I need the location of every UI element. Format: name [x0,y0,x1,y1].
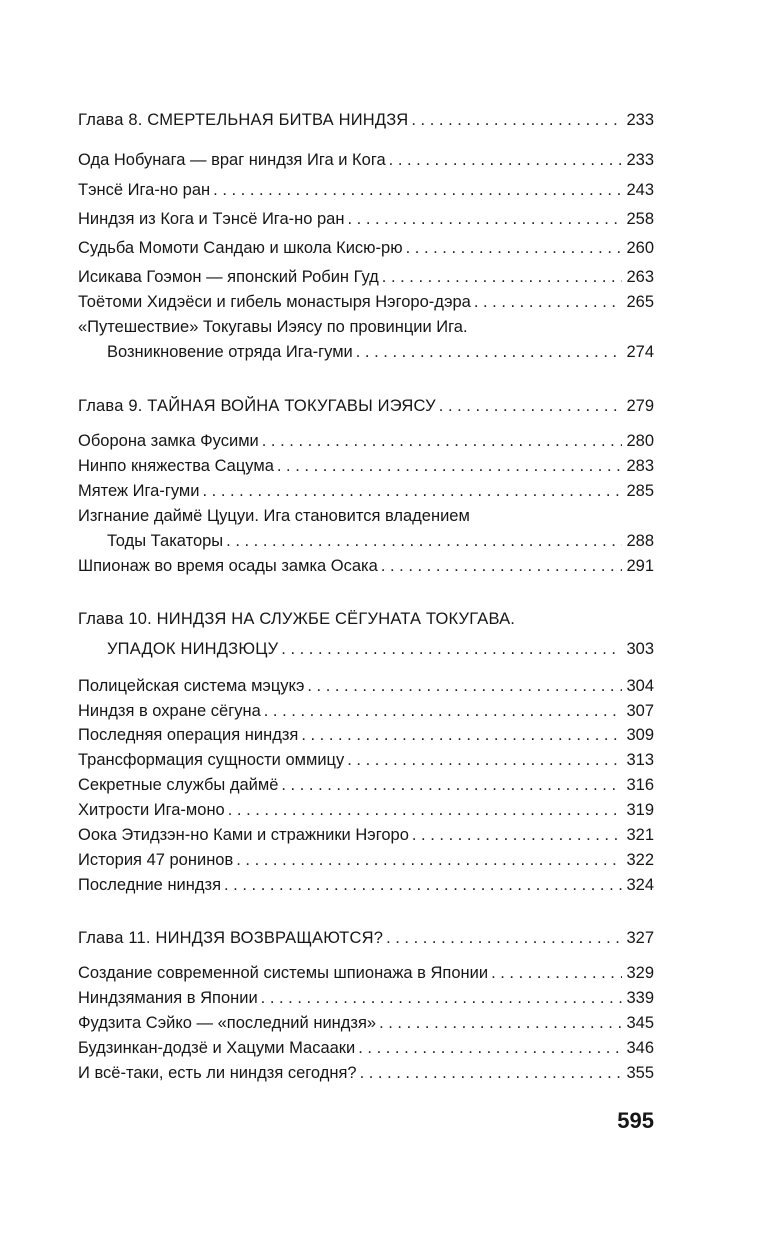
toc-title: Нинпо княжества Сацума [78,457,274,475]
toc-entry [78,148,654,172]
toc-page-number: 274 [626,343,654,361]
toc-entry [78,178,654,202]
dot-leader [474,290,623,314]
dot-leader [381,554,623,578]
dot-leader [386,926,622,950]
dot-leader [213,178,622,202]
toc-page-number: 285 [626,482,654,500]
toc-page-number: 346 [626,1039,654,1057]
dot-leader [307,674,622,698]
toc-entry [78,674,654,698]
toc-title: Создание современной системы шпионажа в Японии [78,964,489,982]
toc-entry [78,554,654,578]
dot-leader [261,986,623,1010]
page-number: 595 [617,1108,654,1133]
toc-entry [78,1036,654,1060]
dot-leader [439,394,623,418]
toc-page-number: 339 [626,989,654,1007]
toc-page-number: 279 [626,397,654,415]
toc-title: Возникновение отряда Ига-гуми [107,343,353,361]
dot-leader [264,699,623,723]
toc-page-number: 329 [626,964,654,982]
toc-title: Ниндзя в охране сёгуна [78,702,261,720]
toc-entry [107,529,654,553]
toc-page-number: 316 [626,776,654,794]
toc-page-number: 260 [626,239,654,257]
toc-entry [78,236,654,260]
dot-leader [347,207,622,231]
dot-leader [281,773,622,797]
toc-page-number: 322 [626,851,654,869]
toc-page-number: 258 [626,210,654,228]
dot-leader [236,848,622,872]
dot-leader [203,479,623,503]
toc-title: УПАДОК НИНДЗЮЦУ [107,640,279,658]
toc-page-number: 324 [626,876,654,894]
toc-title: Глава 11. НИНДЗЯ ВОЗВРАЩАЮТСЯ? [78,929,384,947]
toc-entry [78,986,654,1010]
dot-leader [228,798,623,822]
dot-leader [406,236,623,260]
dot-leader [301,723,622,747]
toc-entry [78,773,654,797]
toc-title: Судьба Момоти Сандаю и школа Кисю-рю [78,239,403,257]
chapter-heading-10 [78,607,654,631]
toc-title: Последняя операция ниндзя [78,726,299,744]
toc-page-number: 345 [626,1014,654,1032]
toc-title: Секретные службы даймё [78,776,279,794]
toc-title: Исикава Гоэмон — японский Робин Гуд [78,268,379,286]
toc-title: Фудзита Сэйко — «последний ниндзя» [78,1014,377,1032]
toc-title: Оока Этидзэн-но Ками и стражники Нэгоро [78,826,409,844]
toc-entry [78,699,654,723]
toc-entry [78,798,654,822]
toc-entry [78,748,654,772]
dot-leader [491,961,622,985]
toc-entry-continued [78,315,654,339]
dot-leader [356,340,623,364]
chapter-heading-11 [78,926,654,950]
toc-title: Последние ниндзя [78,876,222,894]
toc-entry [78,961,654,985]
toc-page-number: 309 [626,726,654,744]
toc-title: Глава 10. НИНДЗЯ НА СЛУЖБЕ СЁГУНАТА ТОКУГАВА. [78,610,516,628]
toc-title: Изгнание даймё Цуцуи. Ига становится владением [78,507,470,525]
dot-leader [281,637,622,661]
toc-title: Шпионаж во время осады замка Осака [78,557,378,575]
toc-entry [78,479,654,503]
toc-entry [78,290,654,314]
toc-title: Трансформация сущности оммицу [78,751,345,769]
dot-leader [224,873,622,897]
dot-leader [411,108,622,132]
toc-page-number: 319 [626,801,654,819]
toc-entry [78,207,654,231]
toc-entry [78,723,654,747]
toc-page-number: 304 [626,677,654,695]
chapter-heading-9 [78,394,654,418]
toc-page-number: 243 [626,181,654,199]
toc-page-number: 265 [626,293,654,311]
toc-title: «Путешествие» Токугавы Иэясу по провинции Ига. [78,318,468,336]
dot-leader [389,148,623,172]
toc-entry [78,429,654,453]
toc-page-number: 355 [626,1064,654,1082]
toc-title: Глава 8. СМЕРТЕЛЬНАЯ БИТВА НИНДЗЯ [78,111,409,129]
dot-leader [262,429,623,453]
chapter-heading-8 [78,108,654,132]
toc-page-number: 280 [626,432,654,450]
toc-page-number: 313 [626,751,654,769]
toc-page-number: 303 [626,640,654,658]
toc-title: Мятеж Ига-гуми [78,482,200,500]
toc-title: Тоды Такаторы [107,532,224,550]
toc-title: И всё-таки, есть ли ниндзя сегодня? [78,1064,357,1082]
toc-title: Ниндзямания в Японии [78,989,258,1007]
toc-entry [78,454,654,478]
toc-title: Полицейская система мэцукэ [78,677,305,695]
toc-entry-continued [78,504,654,528]
toc-title: Будзинкан-додзё и Хацуми Масааки [78,1039,356,1057]
toc-entry [78,823,654,847]
toc-page-number: 288 [626,532,654,550]
toc-title: Глава 9. ТАЙНАЯ ВОЙНА ТОКУГАВЫ ИЭЯСУ [78,397,436,415]
toc-entry [78,848,654,872]
dot-leader [412,823,623,847]
dot-leader [382,265,623,289]
toc-title: Ода Нобунага — враг ниндзя Ига и Кога [78,151,386,169]
toc-title: История 47 ронинов [78,851,234,869]
toc-page-number: 233 [626,111,654,129]
toc-title: Тэнсё Ига-но ран [78,181,211,199]
toc-entry [78,265,654,289]
toc-page-number: 327 [626,929,654,947]
toc-page-number: 321 [626,826,654,844]
toc-entry [78,873,654,897]
dot-leader [360,1061,623,1085]
toc-entry [107,340,654,364]
dot-leader [347,748,622,772]
toc-entry [78,1061,654,1085]
toc-title: Оборона замка Фусими [78,432,259,450]
toc-page-number: 263 [626,268,654,286]
toc-title: Хитрости Ига-моно [78,801,225,819]
dot-leader [358,1036,622,1060]
toc-entry [78,1011,654,1035]
toc-title: Тоётоми Хидэёси и гибель монастыря Нэгоро-дэра [78,293,471,311]
toc-page-number: 283 [626,457,654,475]
toc-page-number: 307 [626,702,654,720]
toc-page-number: 291 [626,557,654,575]
toc-page-number: 233 [626,151,654,169]
dot-leader [379,1011,622,1035]
chapter-heading-10-continued [107,637,654,661]
dot-leader [226,529,622,553]
dot-leader [277,454,623,478]
toc-title: Ниндзя из Кога и Тэнсё Ига-но ран [78,210,345,228]
